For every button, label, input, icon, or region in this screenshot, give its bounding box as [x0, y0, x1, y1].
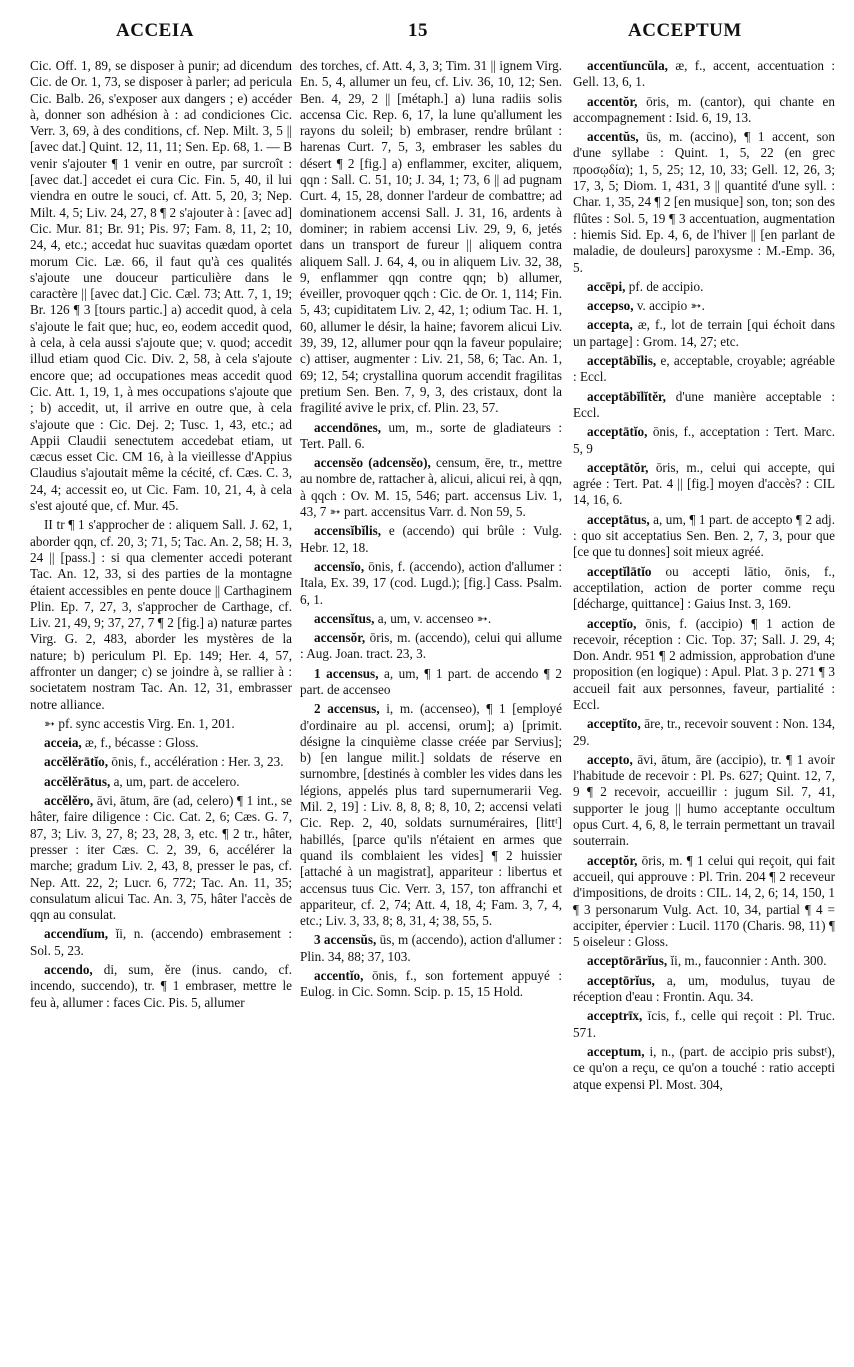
- entry-headword: accentŭs,: [587, 129, 639, 145]
- dictionary-entry: [30, 58, 292, 514]
- column-3: [573, 58, 835, 1358]
- entry-body: ĭi, m., fauconnier : Anth. 300.: [670, 953, 827, 969]
- entry-body: a, um, modulus, tuyau de réception d'eau : Frontin. Aqu. 34.: [573, 972, 835, 1005]
- header-left-guideword: ACCEIA: [116, 20, 194, 41]
- entry-body: āre, tr., recevoir souvent : Non. 134, 29.: [573, 716, 835, 748]
- entry-headword: accepto,: [587, 751, 633, 767]
- entry-body: ōnis, f. (accipio) ¶ 1 action de recevoir, réception : Cic. Top. 37; Sall. J. 29, 4; Don. Andr. 951 ¶ 2 admission, approbation d'une proposition (en logique) : Apul. Plat. 3 p. 271 ¶ 3 accueil fait aux personnes, faveur, partialité : Eccl.: [573, 615, 835, 712]
- entry-headword: accentĭuncŭla,: [587, 58, 668, 73]
- entry-headword: acceptātĭo,: [587, 424, 648, 440]
- entry-headword: accēpi,: [587, 278, 626, 294]
- dictionary-entry: [30, 754, 292, 770]
- entry-body: ūs, m (accendo), action d'allumer : Plin. 34, 88; 37, 103.: [300, 932, 562, 964]
- entry-body: i, n., (part. de accipio pris substᵗ), ce qu'on a reçu, ce qu'on a touché : ratio accepti atque expensi Pl. Most. 304,: [573, 1043, 835, 1092]
- entry-headword: acceptŏr,: [587, 852, 638, 868]
- entry-body: II tr ¶ 1 s'approcher de : aliquem Sall. J. 62, 1, aborder qqn, cf. 20, 3; 71, 5; Tac. An. 2, 58; H. 3, 24 || [pass.] : si qua clementer accedi poterant Tac. An. 12, 33, si des parties de la montagne étaient accessibles en pente douce || Carthaginem Plin. Ep. 7, 27, 3, s'approcher de Carthage, cf. Liv. 21, 49, 9; 37, 27, 7 ¶ 2 [fig.] a) naturæ partes Virg. G. 2, 483, aborder les mystères de la nature; b) periculum Pl. Ep. 149; Her. 4, 57, affronter un danger; c) se joindre à, se rallier à : societatem nostram Tac. An. 12, 31, embrasser notre alliance.: [30, 517, 292, 712]
- entry-body: ĭi, n. (accendo) embrasement : Sol. 5, 23.: [30, 926, 292, 958]
- entry-headword: accensĭo,: [314, 558, 365, 574]
- entry-body: a, um, part. de accelero.: [113, 773, 240, 789]
- dictionary-entry: [30, 962, 292, 1011]
- entry-body: āvi, ātum, āre (accipio), tr. ¶ 1 avoir l'habitude de recevoir : Pl. Ps. 627; Quint. 12, 7, 9 ¶ 2 recevoir, accueillir : jugum Sil. 7, 41, supporter le joug || humo acceptante occultum opus Curt. 4, 6, 8, le terrain permettant un travail souterrain.: [573, 751, 835, 849]
- entry-body: īcis, f., celle qui reçoit : Pl. Truc. 571.: [573, 1008, 835, 1040]
- entry-headword: acceptĭto,: [587, 716, 641, 732]
- entry-body: æ, f., lot de terrain [qui échoit dans un partage] : Grom. 14, 27; etc.: [573, 317, 835, 349]
- entry-headword: acceptrīx,: [587, 1008, 643, 1024]
- dictionary-entry: [573, 389, 835, 422]
- column-2: [300, 58, 562, 1358]
- entry-headword: accentĭo,: [314, 968, 364, 984]
- dictionary-entry: [300, 420, 562, 453]
- entry-body: ōnis, f., acceptation : Tert. Marc. 5, 9: [573, 424, 835, 456]
- entry-body: ōnis, f. (accendo), action d'allumer : Itala, Ex. 39, 17 (cod. Lugd.); [fig.] Cass. Psalm. 6, 1.: [300, 558, 562, 607]
- entry-body: ou accepti lātio, ōnis, f., acceptilation, action de porter comme reçu [décharge, quittance] : Gaius Inst. 3, 169.: [573, 563, 835, 612]
- dictionary-entry: [573, 1008, 835, 1041]
- dictionary-entry: [573, 752, 835, 850]
- entry-headword: 1 accensus,: [314, 665, 379, 681]
- entry-headword: 2 accensus,: [314, 701, 380, 717]
- running-header: [0, 18, 854, 48]
- dictionary-entry: [573, 512, 835, 561]
- dictionary-entry: [573, 279, 835, 295]
- dictionary-entry: [300, 630, 562, 663]
- entry-body: i, m. (accenseo), ¶ 1 [employé d'ordinaire au pl. accensi, orum]; a) [primit. désigne la cinquième classe créée par Servius]; b) [en langue milit.] soldats de réserve en surnombre, [destinés à combler les vides dans les légions, appelés plus tard supernumerarii Veg. Mil. 2, 19] : Liv. 8, 8, 8; 8, 10, 2; accensi velati Cic. Rep. 2, 40, soldats surnuméraires, [littᵗ] habillés, [parce qu'ils n'étaient en armes que quand ils comblaient les vides] ¶ 2 huissier [attaché à un magistrat], appariteur : libertus et accensus tuus Cic. Verr. 3, 157, ton affranchi et appariteur, cf. 2, 74; Att. 4, 18, 4; Fam. 3, 7, 4, etc.; Liv. 3, 33, 8; 8, 31, 4; 38, 55, 5.: [300, 701, 562, 929]
- dictionary-entry: [573, 424, 835, 457]
- dictionary-entry: [30, 735, 292, 751]
- entry-headword: accepta,: [587, 317, 633, 333]
- entry-headword: accĕlĕro,: [44, 793, 94, 809]
- entry-headword: acceptōrĭus,: [587, 972, 655, 988]
- entry-body: Cic. Off. 1, 89, se disposer à punir; ad dicendum Cic. de Or. 1, 73, se disposer à parler; ad pericula Cic. Balb. 26, s'exposer aux dangers ; e) accéder à, donner son adhésion à : ad condiciones Cic. Verr. 3, 69, à des conditions, cf. Nep. Milt. 3, 5 || [avec dat.] Quint. 12, 11, 11; Sen. Ep. 68, 1. — B venir s'ajouter ¶ 1 venir en outre, par surcroît : [avec dat.] accedet ei cura Cic. Fin. 5, 40, il lui viendra en outre le souci, cf. Att. 5, 20, 3; Nep. Milt. 4, 5; Liv. 24, 27, 8 ¶ 2 s'ajouter à : [avec ad] Cic. Mur. 81; Br. 91; Pis. 97; Fam. 8, 11, 2; 10, 24, 4, etc.; accedat huc suavitas quædam oportet morum Cic. Læ. 66, il faut qu'à ces qualités s'ajoute une douceur particulière dans le caractère || [avec dat.] Cic. Cæl. 73; Att. 7, 1, 19; Br. 126 ¶ 3 [tours partic.] a) accedit quod, à cela s'ajoute le fait que; huc, eo, eodem accedit quod, à cela, à cela aussi s'ajoute que; v. quod; accedit illud etiam quod Cic. Div. 2, 58, à cela s'ajoute encore que; ad occupationes meas accedit quod Cic. Att. 1, 19, 1, à mes occupations s'ajoute que ; b) accedit, ut, il arrive en outre que, à cela s'ajoute que : Cic. Dej. 2; Tusc. 1, 43, etc.; ad Appii Claudii senectutem accedebat etiam, ut cæcus esset Cic. CM 16, à la vieillesse d'Appius Claudius s'ajoutait même la cécité, cf. Cæs. C. 3, 24, 4; accessit eo, ut Cic. Fam. 10, 21, 4, à cela s'est ajouté que, cf. Mur. 45.: [30, 58, 292, 514]
- entry-headword: accendo,: [44, 962, 93, 978]
- entry-headword: acceptĭlātĭo: [587, 563, 652, 579]
- entry-body: a, um, ¶ 1 part. de accendo ¶ 2 part. de accenseo: [300, 665, 562, 697]
- entry-body: pf. de accipio.: [628, 278, 704, 294]
- entry-headword: acceptābĭlĭtĕr,: [587, 388, 666, 404]
- entry-body: a, um, v. accenseo ➳.: [377, 610, 492, 626]
- entry-body: a, um, ¶ 1 part. de accepto ¶ 2 adj. : quo sit acceptatius Sen. Ben. 2, 7, 3, pour que [ce que tu donnes] soit mieux agréé.: [573, 511, 835, 560]
- dictionary-entry: [300, 968, 562, 1001]
- entry-headword: accendĭum,: [44, 926, 109, 942]
- entry-headword: accensĕo (adcensĕo),: [314, 455, 431, 471]
- dictionary-entry: [573, 853, 835, 951]
- entry-body: ōris, m. ¶ 1 celui qui reçoit, qui fait accueil, qui approuve : Pl. Trin. 204 ¶ 2 receveur d'impositions, de droits : CIL. 14, 2, 6; 14, 150, 1 ¶ 3 personarum Vulg. Act. 10, 34, partial ¶ 4 = accipiter, épervier : Lucil. 1170 (Charis. 98, 11) ¶ 5 oiseleur : Gloss.: [573, 852, 835, 950]
- header-right-guideword: ACCEPTUM: [628, 20, 742, 41]
- entry-headword: accensĭbĭlis,: [314, 523, 382, 539]
- dictionary-entry: [300, 666, 562, 699]
- dictionary-entry: [573, 353, 835, 386]
- entry-body: di, sum, ĕre (inus. cando, cf. incendo, succendo), tr. ¶ 1 embraser, mettre le feu à, allumer : faces Cic. Pis. 5, allumer: [30, 962, 292, 1010]
- entry-headword: acceptātus,: [587, 511, 650, 527]
- dictionary-entry: [30, 517, 292, 713]
- entry-headword: acceptātŏr,: [587, 459, 649, 475]
- entry-headword: accĕlĕrātĭo,: [44, 754, 109, 770]
- entry-body: v. accipio ➳.: [636, 298, 705, 314]
- entry-headword: accensĭtus,: [314, 610, 375, 626]
- dictionary-entry: [573, 1044, 835, 1093]
- entry-body: um, m., sorte de gladiateurs : Tert. Pall. 6.: [300, 419, 562, 451]
- dictionary-entry: [300, 523, 562, 556]
- page-number: 15: [408, 20, 428, 41]
- entry-headword: acceptābĭlis,: [587, 353, 657, 369]
- dictionary-entry: [573, 94, 835, 127]
- entry-body: e, acceptable, croyable; agréable : Eccl.: [573, 353, 835, 385]
- entry-body: censum, ēre, tr., mettre au nombre de, rattacher à, alicui, alicui rei, à qqn, à qqch : Ov. M. 15, 546; part. accensus Liv. 1, 43, 7 ➳ part. accensitus Varr. d. Non 59, 5.: [300, 455, 562, 520]
- dictionary-entry: [30, 793, 292, 923]
- dictionary-entry: [573, 564, 835, 613]
- dictionary-entry: [573, 298, 835, 314]
- dictionary-entry: [573, 973, 835, 1006]
- column-1: [30, 58, 292, 1358]
- entry-body: ōris, m., celui qui accepte, qui agrée : Tert. Pat. 4 || [fig.] moyen d'accès? : CIL 14, 16, 6.: [573, 459, 835, 508]
- dictionary-entry: [30, 716, 292, 732]
- entry-headword: accĕlĕrātus,: [44, 773, 111, 789]
- dictionary-entry: [300, 455, 562, 520]
- dictionary-entry: [573, 616, 835, 714]
- dictionary-entry: [30, 774, 292, 790]
- entry-body: æ, f., bécasse : Gloss.: [85, 735, 199, 751]
- entry-body: d'une manière acceptable : Eccl.: [573, 388, 835, 420]
- entry-headword: acceptĭo,: [587, 615, 637, 631]
- entry-headword: accentŏr,: [587, 93, 638, 109]
- entry-headword: accensŏr,: [314, 630, 366, 646]
- entry-body: ōris, m. (cantor), qui chante en accompagnement : Isid. 6, 19, 13.: [573, 93, 835, 125]
- entry-body: des torches, cf. Att. 4, 3, 3; Tim. 31 || ignem Virg. En. 5, 4, allumer un feu, cf. Liv. 36, 10, 12; Sen. Ben. 4, 29, 2 || [métaph.] a) luna radiis solis accensa Cic. Rep. 6, 17, la lune qu'allument les rayons du soleil; b) embraser, rendre brûlant : harenas Curt. 7, 5, 3, embraser les sables du désert ¶ 2 [fig.] a) enflammer, exciter, aliquem, qqn : Sall. C. 51, 10; J. 34, 1; 73, 6 || ad pugnam Curt. 4, 15, 28, donner l'ardeur de combattre; ad dominationem accensi Sall. J. 31, 16, ardents à dominer; in rabiem accensi Liv. 29, 9, 6, jetés dans un transport de fureur || aliquem contra aliquem Sall. J. 64, 4, ou in aliquem Liv. 32, 38, 9, enflammer qqn contre qqn; b) allumer, éveiller, provoquer qqch : Cic. de Or. 1, 114; Fin. 5, 43; cupiditatem Liv. 2, 42, 1; odium Tac. H. 1, 60, allumer le désir, la haine; favorem alicui Liv. 39, 39, 12, allumer pour qqn la faveur populaire; c) attiser, augmenter : Liv. 21, 58, 6; Tac. An. 1, 69; 12, 54; crystallina quorum accendit fragilitas pretium Sen. Ben. 7, 9, 3, des cristaux, dont la fragilité avive le prix, cf. Plin. 23, 57.: [300, 58, 562, 416]
- entry-body: ➳ pf. sync accestis Virg. En. 1, 201.: [44, 715, 235, 731]
- entry-headword: accepso,: [587, 298, 634, 314]
- entry-body: āvi, ātum, āre (ad, celero) ¶ 1 int., se hâter, faire diligence : Cic. Cat. 2, 6; Cæs. G. 7, 87, 3; Liv. 3, 27, 8; 23, 28, 3, etc. ¶ 2 tr., hâter, presser : iter Cæs. C. 2, 39, 6, accélérer la marche; gradum Liv. 2, 43, 8, presser le pas, cf. Nep. Att. 22, 2; Lucr. 6, 772; Tac. An. 11, 35; consulatum alicui Tac. An. 3, 75, hâter l'accès de qqn au consulat.: [30, 793, 292, 923]
- entry-headword: 3 accensŭs,: [314, 932, 377, 948]
- dictionary-entry: [573, 317, 835, 350]
- dictionary-entry: [300, 559, 562, 608]
- entry-body: ōnis, f., son fortement appuyé : Eulog. in Cic. Somn. Scip. p. 15, 15 Hold.: [300, 968, 562, 1000]
- entry-body: ōris, m. (accendo), celui qui allume : Aug. Joan. tract. 23, 3.: [300, 630, 562, 662]
- entry-headword: acceia,: [44, 735, 82, 751]
- dictionary-entry: [30, 926, 292, 959]
- entry-headword: acceptum,: [587, 1043, 645, 1059]
- dictionary-entry: [573, 953, 835, 969]
- dictionary-entry: [573, 58, 835, 91]
- dictionary-entry: [300, 611, 562, 627]
- dictionary-entry: [300, 932, 562, 965]
- dictionary-entry: [300, 58, 562, 417]
- dictionary-entry: [300, 701, 562, 929]
- entry-body: ūs, m. (accino), ¶ 1 accent, son d'une syllabe : Quint. 1, 5, 22 (en grec προσῳδία); 1, 5, 25; 12, 10, 33; Gell. 12, 26, 3; 17, 3, 5; Diom. 1, 431, 3 || quantité d'une syll. : Char. 1, 35, 24 ¶ 2 [en musique] son, ton; son des flûtes : Sol. 5, 19 ¶ 3 accentuation, augmentation : hiemis Sid. Ep. 4, 6, de l'hiver || [en parlant de maladie, de douleurs] paroxysme : M.-Emp. 36, 5.: [573, 129, 835, 275]
- dictionary-entry: [573, 460, 835, 509]
- dictionary-entry: [573, 716, 835, 749]
- entry-headword: acceptōrārĭus,: [587, 953, 668, 969]
- dictionary-entry: [573, 129, 835, 276]
- entry-headword: accendōnes,: [314, 419, 382, 435]
- entry-body: ōnis, f., accélération : Her. 3, 23.: [111, 754, 284, 770]
- entry-body: æ, f., accent, accentuation : Gell. 13, 6, 1.: [573, 58, 835, 90]
- entry-body: e (accendo) qui brûle : Vulg. Hebr. 12, 18.: [300, 523, 562, 555]
